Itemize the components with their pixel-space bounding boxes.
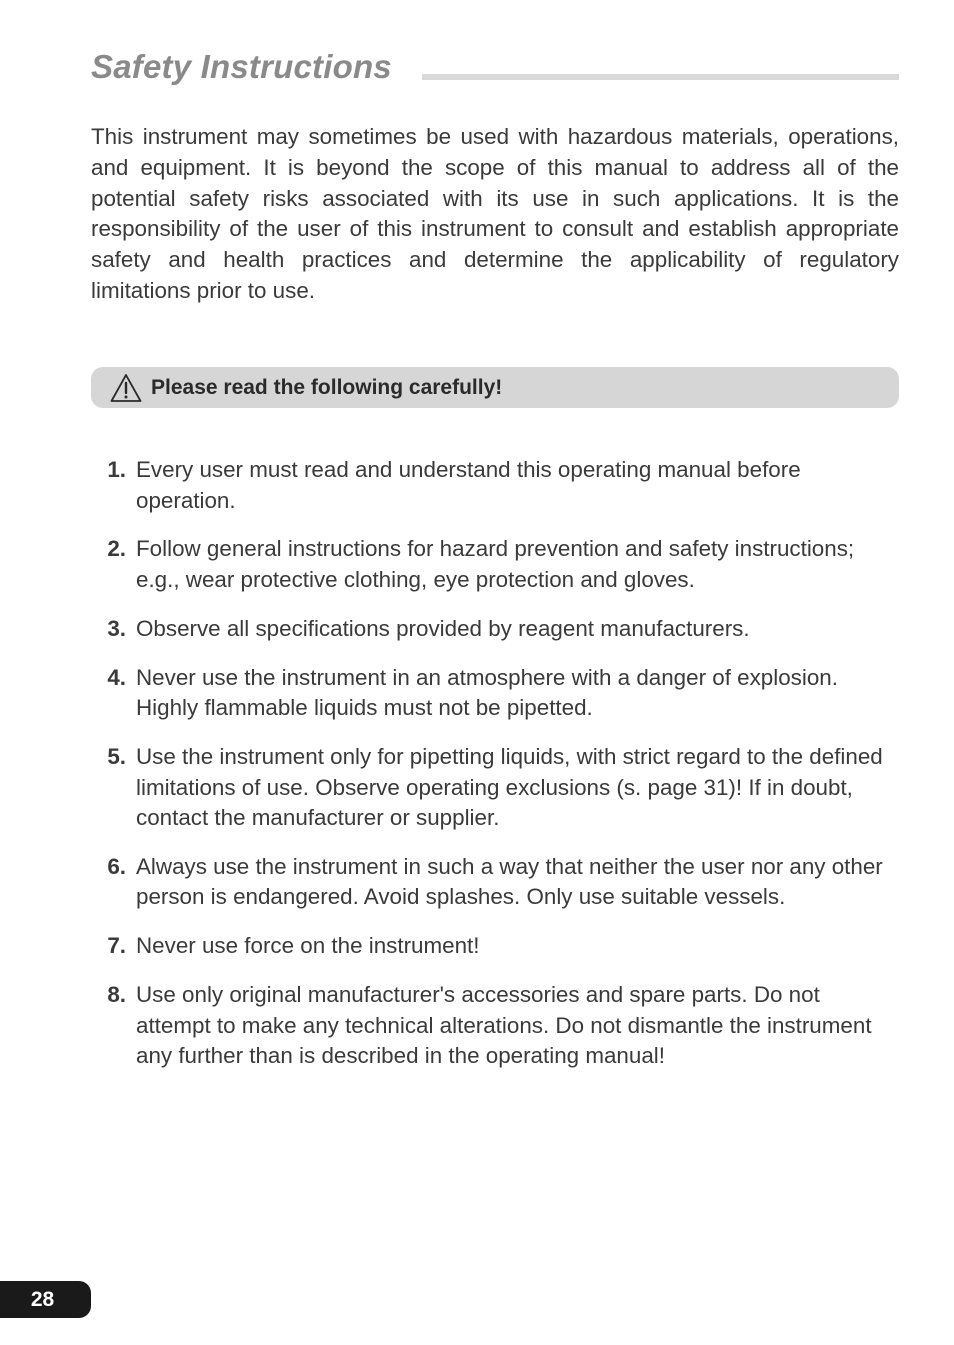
step-number: 1. [107,457,126,482]
warning-banner [91,367,899,408]
step-number: 3. [107,615,126,641]
step-number: 6. [107,853,126,879]
step-number: 7. [107,933,126,959]
safety-steps-list [91,455,899,1090]
list-item [91,455,899,516]
step-text: Follow general instructions for hazard prevention and safety instructions; e.g., wear protective clothing, eye protection and gloves. [136,536,855,592]
step-number: 4. [107,664,126,690]
list-item [91,614,899,645]
list-item [91,534,899,595]
step-text: Every user must read and understand this operating manual before operation. [136,457,801,513]
list-item [91,931,899,962]
step-text: Use the instrument only for pipetting liquids, with strict regard to the defined limitations of use. Observe operating exclusions (s. page 31)! If in doubt, contact the manufacturer or supplier. [136,743,883,831]
step-text: Use only original manufacturer's accessories and spare parts. Do not attempt to make any technical alterations. Do not dismantle the instrument any further than is described in the operating manual! [136,982,872,1069]
page-number: 28 [30,1287,55,1311]
list-item [91,852,899,913]
step-text: Never use force on the instrument! [136,933,480,959]
page-number-tab [0,1281,91,1318]
warning-triangle-icon [109,372,143,404]
step-number: 5. [107,743,126,769]
list-item [91,742,899,834]
list-item [91,663,899,724]
list-item [91,980,899,1072]
step-text: Always use the instrument in such a way that neither the user nor any other person is endangered. Avoid splashes. Only use suitable vessels. [136,853,883,910]
step-number: 8. [107,982,126,1008]
title-rule [422,74,899,80]
step-text: Never use the instrument in an atmosphere with a danger of explosion. Highly flammable liquids must not be pipetted. [136,664,838,721]
warning-text: Please read the following carefully! [151,375,503,399]
intro-paragraph: This instrument may sometimes be used with hazardous materials, operations, and equipment. It is beyond the scope of this manual to address all of the potential safety risks associated with its use in such applications. It is the responsibility of the user of this instrument to consult and establish appropriate safety and health practices and determine the applicability of regulatory limitations prior to use. [91,124,899,303]
step-number: 2. [107,536,126,562]
page-title: Safety Instructions [91,48,392,85]
step-text: Observe all specifications provided by reagent manufacturers. [136,615,750,641]
